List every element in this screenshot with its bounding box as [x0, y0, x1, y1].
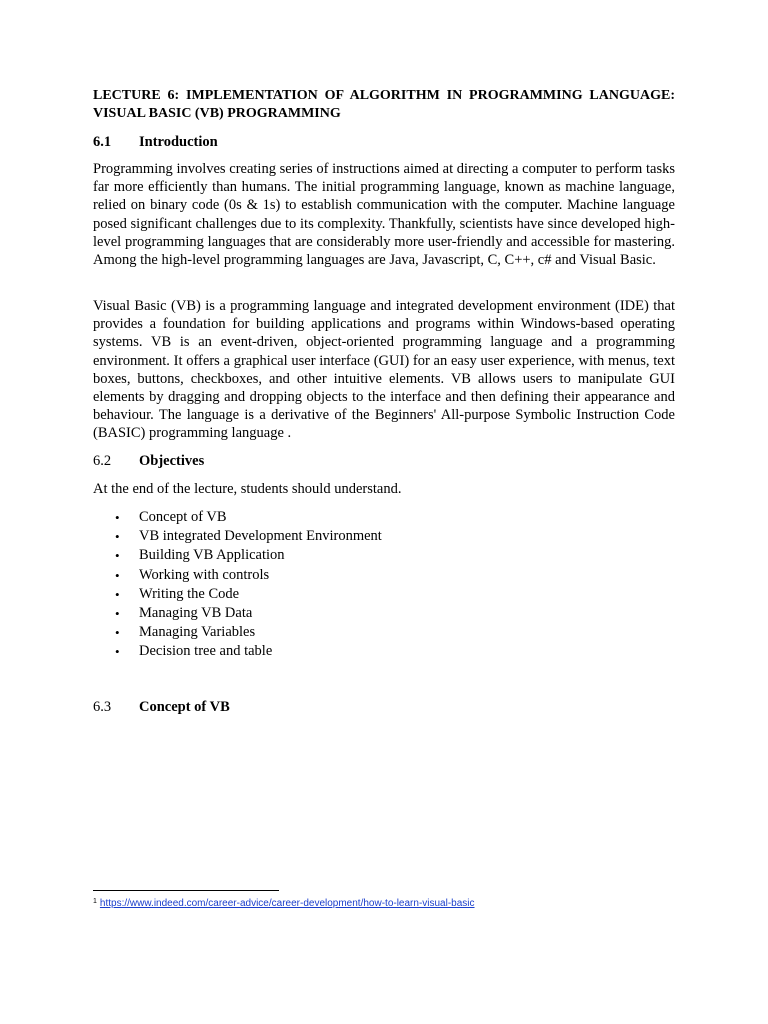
introduction-paragraph-2: Visual Basic (VB) is a programming language and integrated development environment (IDE) that provides a foundation for building applications and programs within Windows-based operating systems. VB is an event-driven, object-oriented programming language and a programming environment. It offers a graphical user interface (GUI) for an easy user experience, with menus, text boxes, buttons, checkboxes, and other intuitive elements. VB allows users to manipulate GUI elements by dragging and dropping objects to the interface and then defining their appearance and behaviour. The language is a derivative of the Beginners' All-purpose Symbolic Instruction Code (BASIC) programming language .: [93, 298, 675, 442]
section-heading-concept: [93, 698, 675, 716]
section-title: Objectives: [139, 453, 205, 469]
section-heading-introduction: [93, 133, 675, 151]
section-title: Introduction: [139, 134, 218, 150]
list-item: [93, 623, 675, 642]
objectives-list: [93, 508, 675, 662]
bullet-icon: •: [115, 625, 120, 641]
list-item-text: Managing Variables: [139, 624, 256, 641]
footnote-marker: 1: [93, 898, 97, 905]
section-number: 6.2: [93, 453, 112, 469]
list-item: [93, 604, 675, 623]
footnote-separator: [93, 890, 279, 891]
section-number: 6.3: [93, 699, 112, 715]
document-page: [93, 0, 675, 1024]
bullet-icon: •: [115, 529, 120, 545]
section-number: 6.1: [93, 134, 112, 150]
list-item: [93, 527, 675, 546]
section-heading-objectives: [93, 452, 675, 470]
list-item-text: Concept of VB: [139, 509, 227, 525]
bullet-icon: •: [115, 567, 120, 583]
list-item: [93, 566, 675, 585]
introduction-paragraph-1: Programming involves creating series of instructions aimed at directing a computer to perform tasks far more efficiently than humans. The initial programming language, known as machine language, relied on binary code (0s & 1s) to establish communication with the computer. Machine language posed significant challenges due to its complexity. Thankfully, scientists have since developed high-level programming languages that are considerably more user-friendly and accessible for mastering. Among the high-level programming languages are Java, Javascript, C, C++, c# and Visual Basic.: [93, 161, 675, 269]
list-item-text: Working with controls: [139, 566, 270, 583]
list-item: [93, 508, 675, 527]
lecture-title: LECTURE 6: IMPLEMENTATION OF ALGORITHM IN PROGRAMMING LANGUAGE: VISUAL BASIC (VB) PROGRAMMING: [93, 88, 675, 121]
bullet-icon: •: [115, 586, 120, 602]
bullet-icon: •: [115, 548, 120, 564]
bullet-icon: •: [115, 644, 120, 660]
objectives-intro: At the end of the lecture, students should understand.: [93, 481, 402, 497]
list-item-text: Building VB Application: [139, 547, 285, 564]
list-item: [93, 585, 675, 604]
footnote-link[interactable]: https://www.indeed.com/career-advice/career-development/how-to-learn-visual-basic: [99, 898, 475, 909]
list-item: [93, 642, 675, 661]
bullet-icon: •: [115, 510, 120, 525]
section-title: Concept of VB: [139, 699, 230, 715]
list-item-text: Writing the Code: [139, 585, 240, 602]
list-item-text: Managing VB Data: [139, 604, 253, 621]
bullet-icon: •: [115, 605, 120, 621]
list-item: [93, 546, 675, 565]
list-item-text: VB integrated Development Environment: [139, 528, 382, 545]
list-item-text: Decision tree and table: [139, 643, 273, 660]
footnote: [93, 895, 475, 911]
